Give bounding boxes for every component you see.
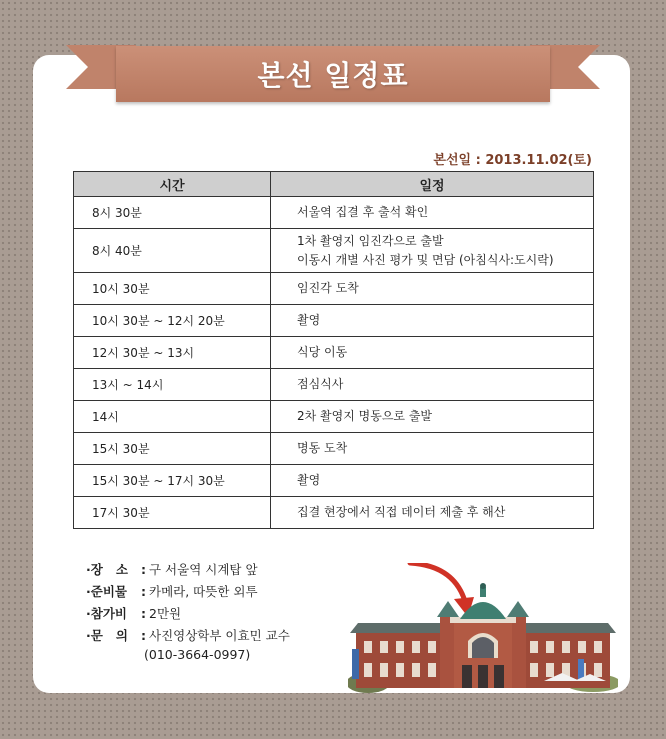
table-row bbox=[74, 197, 594, 229]
title-ribbon bbox=[116, 46, 550, 102]
time-cell: 14시 bbox=[74, 401, 271, 433]
plan-cell: 식당 이동 bbox=[271, 337, 594, 369]
plan-cell: 임진각 도착 bbox=[271, 273, 594, 305]
schedule-table bbox=[73, 171, 594, 529]
table-row bbox=[74, 433, 594, 465]
table-row bbox=[74, 401, 594, 433]
plan-cell: 2차 촬영지 명동으로 출발 bbox=[271, 401, 594, 433]
table-row bbox=[74, 273, 594, 305]
event-info bbox=[86, 558, 290, 664]
column-header-time: 시간 bbox=[74, 172, 271, 197]
date-label: 본선일 : 2013.11.02(토) bbox=[433, 153, 592, 168]
info-row-supplies bbox=[86, 580, 290, 602]
plan-cell: 서울역 집결 후 출석 확인 bbox=[271, 197, 594, 229]
info-separator: : bbox=[141, 605, 146, 621]
info-separator: : bbox=[141, 583, 146, 599]
info-value: 카메라, 따뜻한 외투 bbox=[149, 584, 258, 599]
info-row-contact bbox=[86, 624, 290, 646]
plan-cell: 점심식사 bbox=[271, 369, 594, 401]
time-cell: 8시 30분 bbox=[74, 197, 271, 229]
plan-line: 1차 촬영지 임진각으로 출발 bbox=[297, 233, 444, 248]
time-cell: 8시 40분 bbox=[74, 229, 271, 273]
time-cell: 15시 30분 bbox=[74, 433, 271, 465]
table-header-row bbox=[74, 172, 594, 197]
table-row bbox=[74, 497, 594, 529]
info-separator: : bbox=[141, 561, 146, 577]
time-cell: 15시 30분 ~ 17시 30분 bbox=[74, 465, 271, 497]
info-value: 2만원 bbox=[149, 606, 182, 621]
time-cell: 13시 ~ 14시 bbox=[74, 369, 271, 401]
time-cell: 10시 30분 bbox=[74, 273, 271, 305]
info-label: ·준비물 bbox=[86, 584, 127, 599]
plan-cell bbox=[271, 229, 594, 273]
building-icon bbox=[348, 563, 618, 693]
plan-cell: 집결 현장에서 직접 데이터 제출 후 해산 bbox=[271, 497, 594, 529]
time-cell: 12시 30분 ~ 13시 bbox=[74, 337, 271, 369]
info-value: 사진영상학부 이효민 교수 bbox=[149, 628, 290, 643]
info-separator: : bbox=[141, 627, 146, 643]
page-title: 본선 일정표 bbox=[257, 59, 409, 92]
info-label: ·장 소 bbox=[86, 562, 128, 577]
time-cell: 17시 30분 bbox=[74, 497, 271, 529]
table-row bbox=[74, 229, 594, 273]
time-cell: 10시 30분 ~ 12시 20분 bbox=[74, 305, 271, 337]
plan-cell: 명동 도착 bbox=[271, 433, 594, 465]
table-row bbox=[74, 465, 594, 497]
table-row bbox=[74, 369, 594, 401]
plan-cell: 촬영 bbox=[271, 465, 594, 497]
contact-phone: (010-3664-0997) bbox=[144, 647, 251, 662]
info-label: ·참가비 bbox=[86, 606, 127, 621]
info-label: ·문 의 bbox=[86, 628, 128, 643]
plan-cell: 촬영 bbox=[271, 305, 594, 337]
info-row-location bbox=[86, 558, 290, 580]
table-row bbox=[74, 305, 594, 337]
table-row bbox=[74, 337, 594, 369]
plan-line: 이동시 개별 사진 평가 및 면담 (아침식사:도시락) bbox=[297, 252, 554, 267]
info-value: 구 서울역 시계탑 앞 bbox=[149, 562, 258, 577]
info-row-fee bbox=[86, 602, 290, 624]
column-header-plan: 일정 bbox=[271, 172, 594, 197]
